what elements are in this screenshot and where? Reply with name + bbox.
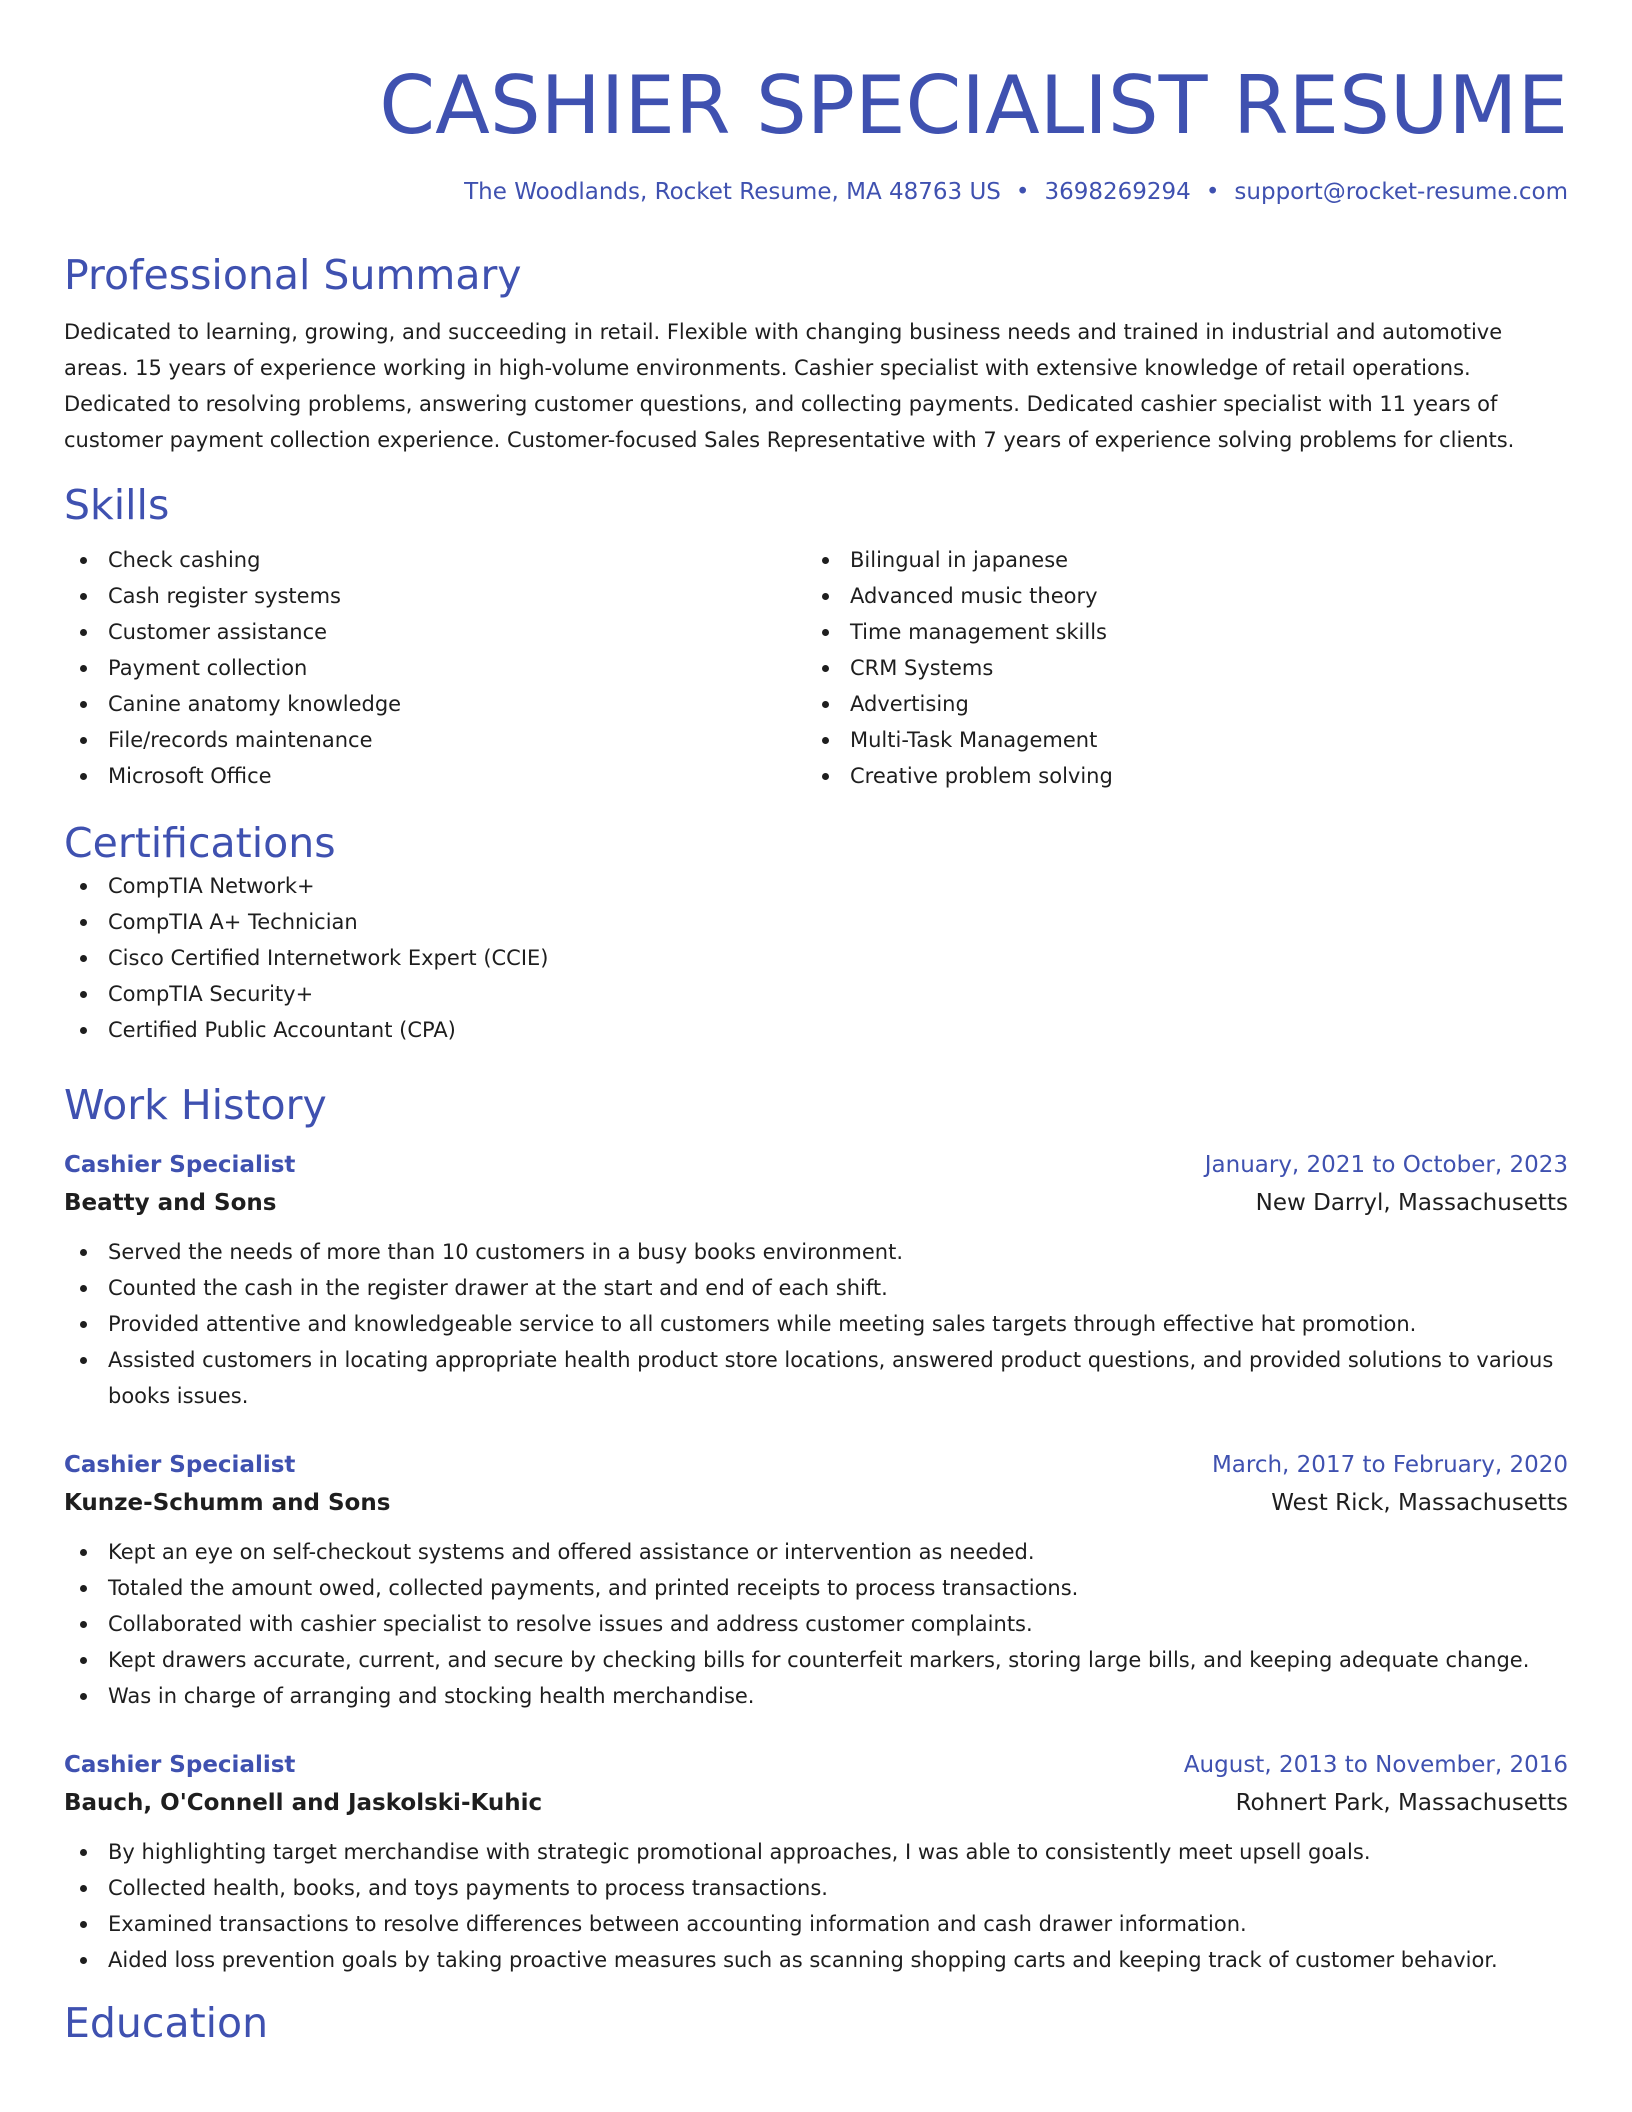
- job-header-row: [64, 1146, 1568, 1184]
- job-company-row: [64, 1784, 1568, 1822]
- certifications-heading: Certifications: [64, 819, 336, 867]
- job-duty-item: Was in charge of arranging and stocking health merchandise.: [64, 1678, 1568, 1714]
- skills-left-list: [64, 542, 806, 794]
- skill-item: Canine anatomy knowledge: [64, 686, 806, 722]
- contact-line: [64, 176, 1568, 208]
- skills-left-column: [64, 542, 806, 794]
- skill-item: Payment collection: [64, 650, 806, 686]
- contact-separator: •: [1015, 179, 1030, 205]
- contact-separator: •: [1205, 179, 1220, 205]
- job-entry: [64, 1446, 1568, 1714]
- job-dates: March, 2017 to February, 2020: [1211, 1452, 1568, 1478]
- certification-item: CompTIA Network+: [64, 868, 1568, 904]
- job-duty-item: Served the needs of more than 10 customers in a busy books environment.: [64, 1234, 1568, 1270]
- job-duty-item: Provided attentive and knowledgeable service to all customers while meeting sales targets through effective hat promotion.: [64, 1306, 1568, 1342]
- skill-item: Bilingual in japanese: [806, 542, 1548, 578]
- skill-item: Microsoft Office: [64, 758, 806, 794]
- summary-heading: Professional Summary: [64, 251, 522, 299]
- job-header-row: [64, 1746, 1568, 1784]
- job-duty-item: Aided loss prevention goals by taking proactive measures such as scanning shopping carts and keeping track of customer behavior.: [64, 1942, 1568, 1978]
- certification-item: Cisco Certified Internetwork Expert (CCIE): [64, 940, 1568, 976]
- skill-item: Cash register systems: [64, 578, 806, 614]
- skill-item: File/records maintenance: [64, 722, 806, 758]
- job-duties-list: [64, 1534, 1568, 1714]
- job-title: Cashier Specialist: [64, 1752, 296, 1778]
- skills-right-list: [806, 542, 1548, 794]
- skill-item: Customer assistance: [64, 614, 806, 650]
- job-duty-item: Assisted customers in locating appropriate health product store locations, answered product questions, and provided solutions to various books issues.: [64, 1342, 1568, 1414]
- skills-heading: Skills: [64, 481, 170, 529]
- job-duty-item: By highlighting target merchandise with strategic promotional approaches, I was able to consistently meet upsell goals.: [64, 1834, 1568, 1870]
- contact-address: The Woodlands, Rocket Resume, MA 48763 US: [464, 179, 1001, 205]
- job-company: Kunze-Schumm and Sons: [64, 1490, 391, 1516]
- job-duty-item: Examined transactions to resolve differences between accounting information and cash drawer information.: [64, 1906, 1568, 1942]
- job-entry: [64, 1746, 1568, 1978]
- skill-item: Check cashing: [64, 542, 806, 578]
- certification-item: CompTIA Security+: [64, 976, 1568, 1012]
- skill-item: CRM Systems: [806, 650, 1548, 686]
- job-duty-item: Kept drawers accurate, current, and secure by checking bills for counterfeit markers, storing large bills, and keeping adequate change.: [64, 1642, 1568, 1678]
- skill-item: Multi-Task Management: [806, 722, 1548, 758]
- job-duties-list: [64, 1234, 1568, 1414]
- summary-text: Dedicated to learning, growing, and succeeding in retail. Flexible with changing business needs and trained in industrial and automotive areas. 15 years of experience working in high-volume environments. Cashier specialist with extensive knowledge of retail operations. Dedicated to resolving problems, answering customer questions, and collecting payments. Dedicated cashier specialist with 11 years of customer payment collection experience. Customer-focused Sales Representative with 7 years of experience solving problems for clients.: [64, 320, 1515, 452]
- resume-title: CASHIER SPECIALIST RESUME: [379, 59, 1568, 152]
- job-header-row: [64, 1446, 1568, 1484]
- skill-item: Advertising: [806, 686, 1548, 722]
- skill-item: Time management skills: [806, 614, 1548, 650]
- skills-right-column: [806, 542, 1548, 794]
- job-duty-item: Collected health, books, and toys payments to process transactions.: [64, 1870, 1568, 1906]
- contact-phone: 3698269294: [1044, 179, 1191, 205]
- resume-page: [64, 0, 1568, 2048]
- job-company-row: [64, 1184, 1568, 1222]
- contact-email: support@rocket-resume.com: [1234, 179, 1568, 205]
- job-location: New Darryl, Massachusetts: [1255, 1190, 1568, 1216]
- job-location: Rohnert Park, Massachusetts: [1235, 1790, 1568, 1816]
- skills-columns: [64, 542, 1568, 794]
- job-dates: August, 2013 to November, 2016: [1183, 1752, 1568, 1778]
- job-company: Beatty and Sons: [64, 1190, 277, 1216]
- job-duty-item: Counted the cash in the register drawer at the start and end of each shift.: [64, 1270, 1568, 1306]
- education-heading: Education: [64, 1999, 269, 2047]
- job-duty-item: Totaled the amount owed, collected payments, and printed receipts to process transactions.: [64, 1570, 1568, 1606]
- job-title: Cashier Specialist: [64, 1452, 296, 1478]
- job-dates: January, 2021 to October, 2023: [1204, 1152, 1568, 1178]
- job-duty-item: Kept an eye on self-checkout systems and offered assistance or intervention as needed.: [64, 1534, 1568, 1570]
- skill-item: Creative problem solving: [806, 758, 1548, 794]
- job-duties-list: [64, 1834, 1568, 1978]
- certifications-list: [64, 868, 1568, 1048]
- job-company: Bauch, O'Connell and Jaskolski-Kuhic: [64, 1790, 543, 1816]
- certification-item: CompTIA A+ Technician: [64, 904, 1568, 940]
- certification-item: Certified Public Accountant (CPA): [64, 1012, 1568, 1048]
- job-duty-item: Collaborated with cashier specialist to resolve issues and address customer complaints.: [64, 1606, 1568, 1642]
- job-company-row: [64, 1484, 1568, 1522]
- job-location: West Rick, Massachusetts: [1271, 1490, 1568, 1516]
- skill-item: Advanced music theory: [806, 578, 1548, 614]
- work-history-heading: Work History: [64, 1081, 327, 1129]
- job-entry: [64, 1146, 1568, 1414]
- job-title: Cashier Specialist: [64, 1152, 296, 1178]
